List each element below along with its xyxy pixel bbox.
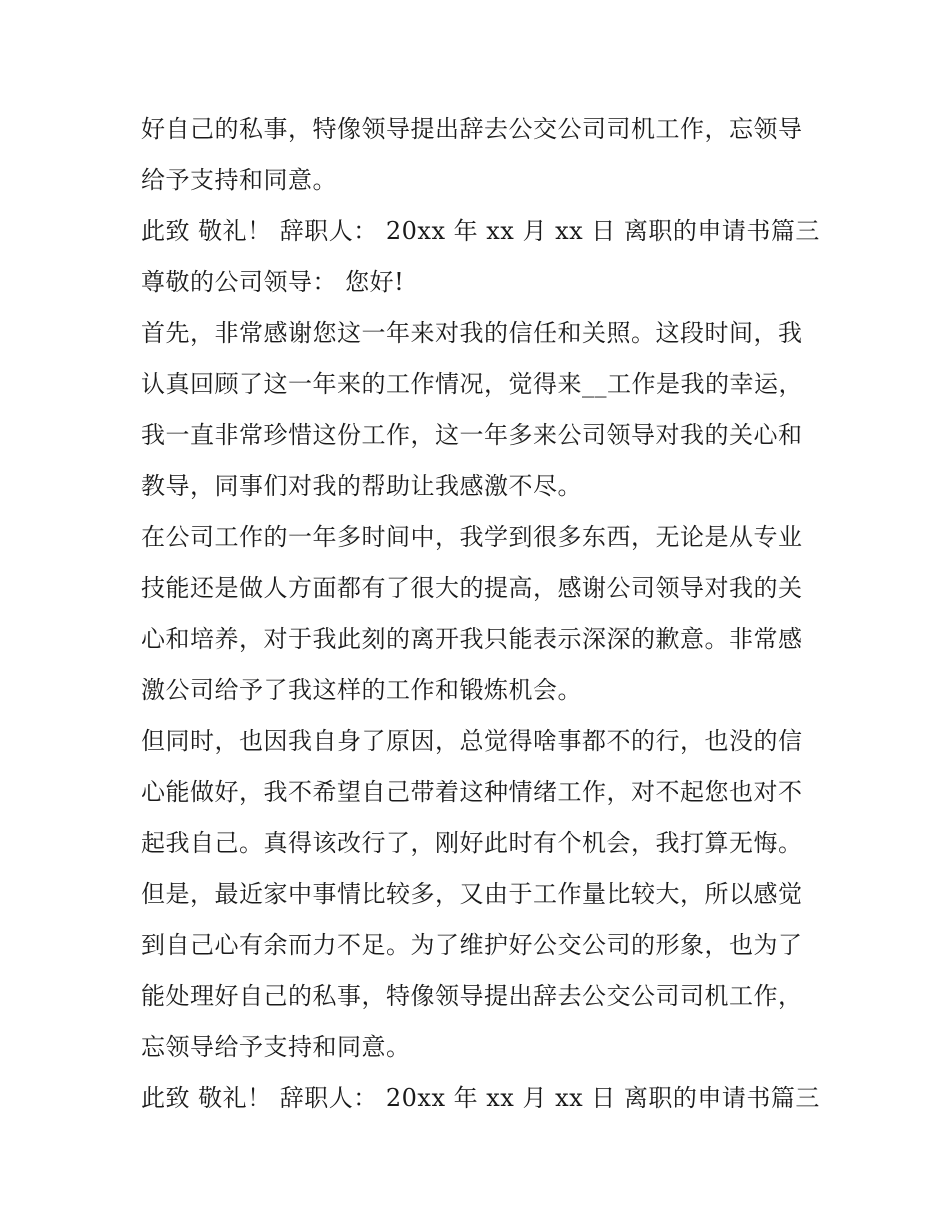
document-body [141,104,821,1124]
salutation-line: 尊敬的公司领导： 您好! [141,268,405,296]
text-line: 好自己的私事，特像领导提出辞去公交公司司机工作，忘领导 [141,115,803,143]
text-line: 能处理好自己的私事，特像领导提出辞去公交公司司机工作， [141,982,803,1010]
closing-line: 此致 敬礼！ 辞职人： 20xx 年 xx 月 xx 日 离职的申请书篇三 [141,217,820,245]
text-line: 心和培养，对于我此刻的离开我只能表示深深的歉意。非常感 [141,625,803,653]
text-line: 起我自己。真得该改行了，刚好此时有个机会，我打算无悔。 [141,829,803,857]
text-line: 心能做好，我不希望自己带着这种情绪工作，对不起您也对不 [141,778,803,806]
text-line: 忘领导给予支持和同意。 [141,1033,411,1061]
text-line: 首先，非常感谢您这一年来对我的信任和关照。这段时间，我 [141,319,803,347]
text-line: 在公司工作的一年多时间中，我学到很多东西，无论是从专业 [141,523,803,551]
text-line: 认真回顾了这一年来的工作情况，觉得来__工作是我的幸运， [141,370,803,398]
text-line: 激公司给予了我这样的工作和锻炼机会。 [141,676,582,704]
text-line: 到自己心有余而力不足。为了维护好公交公司的形象，也为了 [141,931,803,959]
text-line: 但是，最近家中事情比较多，又由于工作量比较大，所以感觉 [141,880,803,908]
text-line: 我一直非常珍惜这份工作，这一年多来公司领导对我的关心和 [141,421,803,449]
text-line: 给予支持和同意。 [141,166,337,194]
text-line: 但同时，也因我自身了原因，总觉得啥事都不的行，也没的信 [141,727,803,755]
text-line: 技能还是做人方面都有了很大的提高，感谢公司领导对我的关 [141,574,803,602]
closing-line: 此致 敬礼！ 辞职人： 20xx 年 xx 月 xx 日 离职的申请书篇三 [141,1084,820,1112]
text-line: 教导，同事们对我的帮助让我感激不尽。 [141,472,582,500]
